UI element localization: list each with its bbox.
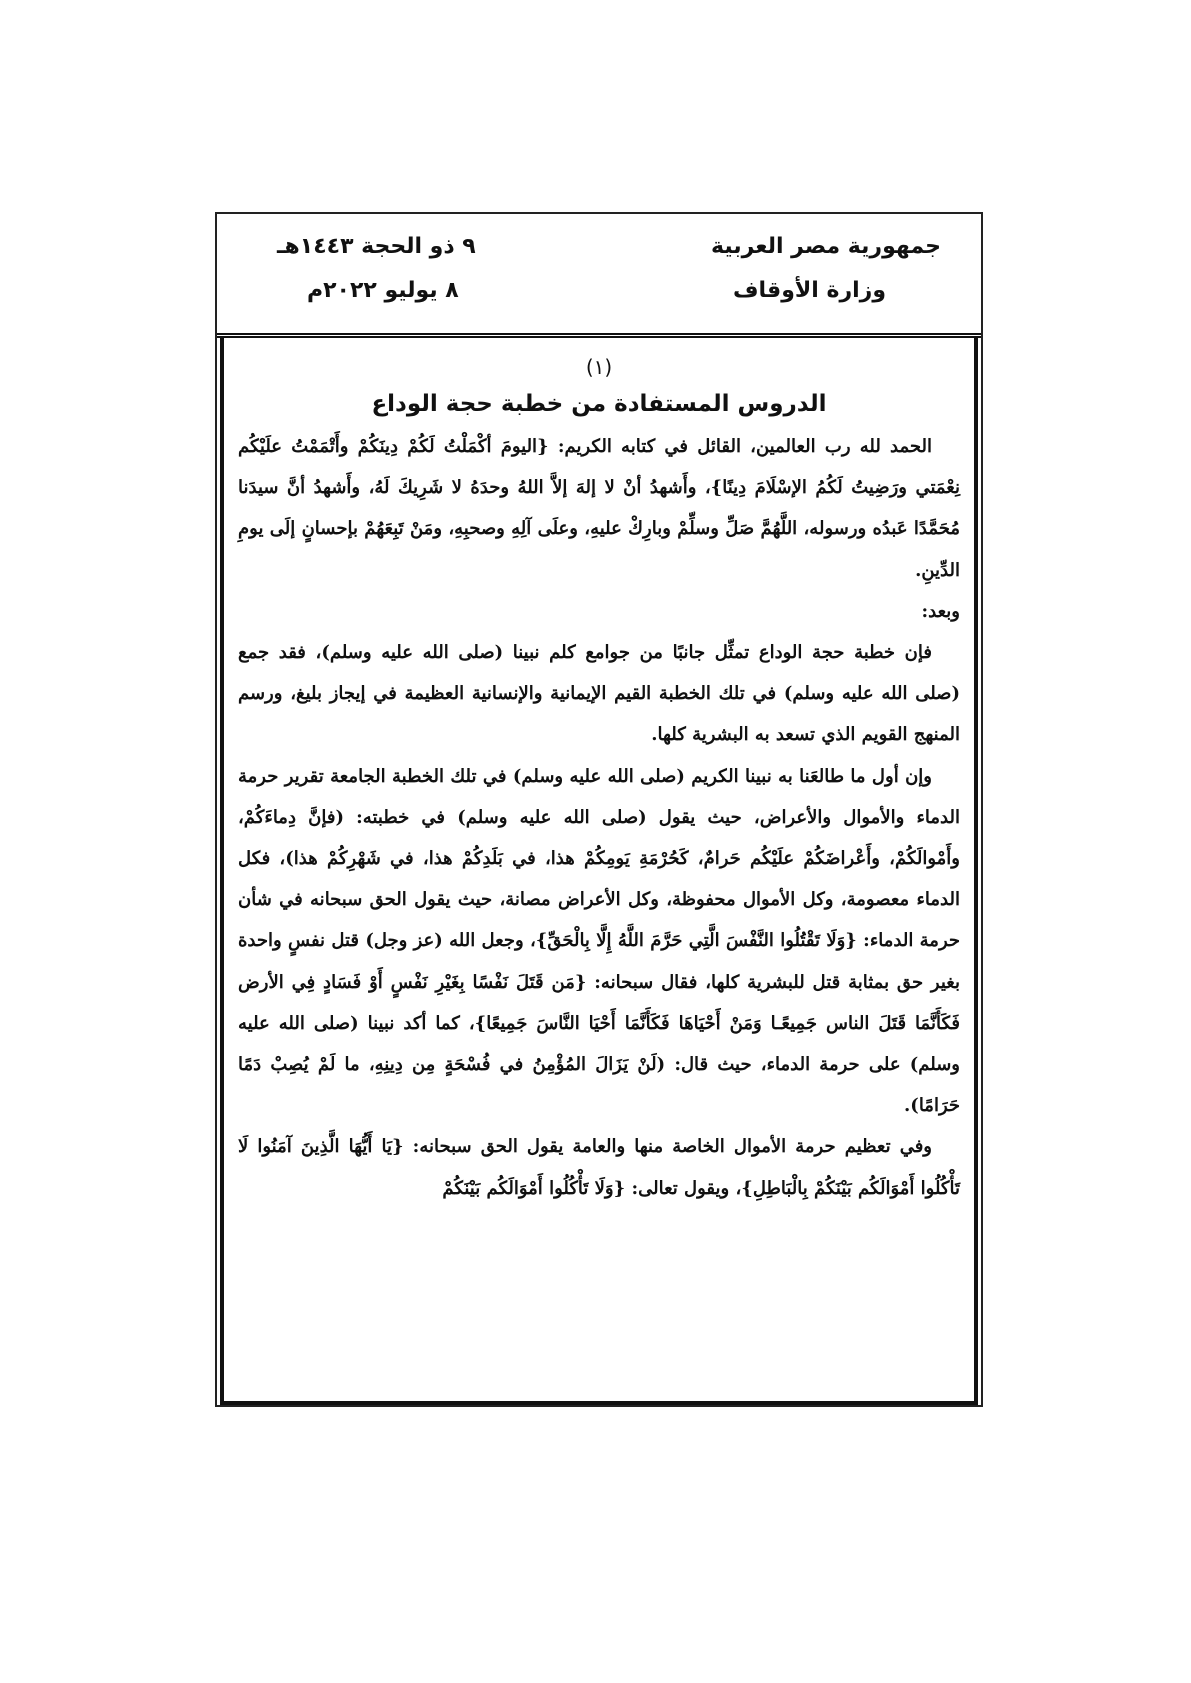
hijri-date: ٩ ذو الحجة ١٤٤٣هـ xyxy=(277,234,476,259)
country-name: جمهورية مصر العربية xyxy=(711,234,941,259)
paragraph-opening: الحمد لله رب العالمين، القائل في كتابه الكريم: {اليومَ أكْمَلْتُ لَكُمْ دِينَكُمْ وأَتْمَمْتُ علَيْكُم نِعْمَتي ورَضِيتُ لَكُمُ الإسْلَامَ دِينًا}، وأَشهدُ أنْ لا إلهَ إلاَّ اللهُ وحدَهُ لا شَرِيكَ لَهُ، وأَشهدُ أنَّ سيدَنا مُحَمَّدًا عَبدُه ورسوله، اللَّهُمَّ صَلِّ وسلِّمْ وبارِكْ عليهِ، وعلَى آلِهِ وصحبِهِ، ومَنْ تَبِعَهُمْ بإحسانٍ إلَى يومِ الدِّينِ. xyxy=(238,436,960,581)
document-body xyxy=(220,338,978,1405)
paragraph-sanctity-wealth: وفي تعظيم حرمة الأموال الخاصة منها والعامة يقول الحق سبحانه: {يَا أَيُّهَا الَّذِينَ آمَنُوا لَا تَأْكُلُوا أَمْوَالَكُم بَيْنَكُمْ بِالْبَاطِلِ}، ويقول تعالى: {وَلَا تَأْكُلُوا أَمْوَالَكُم بَيْنَكُمْ xyxy=(238,1136,960,1199)
document-header xyxy=(217,214,981,338)
sermon-title: الدروس المستفادة من خطبة حجة الوداع xyxy=(371,391,827,417)
paragraph-sanctity-blood: وإن أول ما طالعَنا به نبينا الكريم (صلى الله عليه وسلم) في تلك الخطبة الجامعة تقرير حرمة الدماء والأموال والأعراض، حيث يقول (صلى الله عليه وسلم) في خطبته: (فإنَّ دِماءَكُمْ، وأَمْوالَكُمْ، وأَعْراضَكُمْ علَيْكُم حَرامٌ، كَحُرْمَةِ يَومِكُمْ هذا، في بَلَدِكُمْ هذا، في شَهْرِكُمْ هذا)، فكل الدماء معصومة، وكل الأموال محفوظة، وكل الأعراض مصانة، حيث يقول الحق سبحانه في شأن حرمة الدماء: {وَلَا تَقْتُلُوا النَّفْسَ الَّتِي حَرَّمَ اللَّهُ إِلَّا بِالْحَقِّ}، وجعل الله (عز وجل) قتل نفسٍ واحدة بغير حق بمثابة قتل للبشرية كلها، فقال سبحانه: {مَن قَتَلَ نَفْسًا بِغَيْرِ نَفْسٍ أَوْ فَسَادٍ فِي الأرض فَكَأَنَّمَا قَتَلَ الناس جَمِيعًـا وَمَنْ أَحْيَاهَا فَكَأَنَّمَا أَحْيَا النَّاسَ جَمِيعًا}، كما أكد نبينا (صلى الله عليه وسلم) على حرمة الدماء، حيث قال: (لَنْ يَزَالَ المُؤْمِنُ في فُسْحَةٍ مِن دِينِهِ، ما لَمْ يُصِبْ دَمًا حَرَامًا). xyxy=(238,765,960,1117)
paragraph-intro: فإن خطبة حجة الوداع تمثِّل جانبًا من جوامع كلم نبينا (صلى الله عليه وسلم)، فقد جمع (صلى الله عليه وسلم) في تلك الخطبة القيم الإيمانية والإنسانية العظيمة في إيجاز بليغ، ورسم المنهج القويم الذي تسعد به البشرية كلها. xyxy=(238,642,960,746)
gregorian-date: ٨ يوليو ٢٠٢٢م xyxy=(307,278,459,303)
paragraph-wabad: وبعد: xyxy=(921,600,960,622)
ministry-name: وزارة الأوقاف xyxy=(732,278,886,303)
document-frame xyxy=(215,212,983,1407)
page-number: (١) xyxy=(585,355,613,379)
